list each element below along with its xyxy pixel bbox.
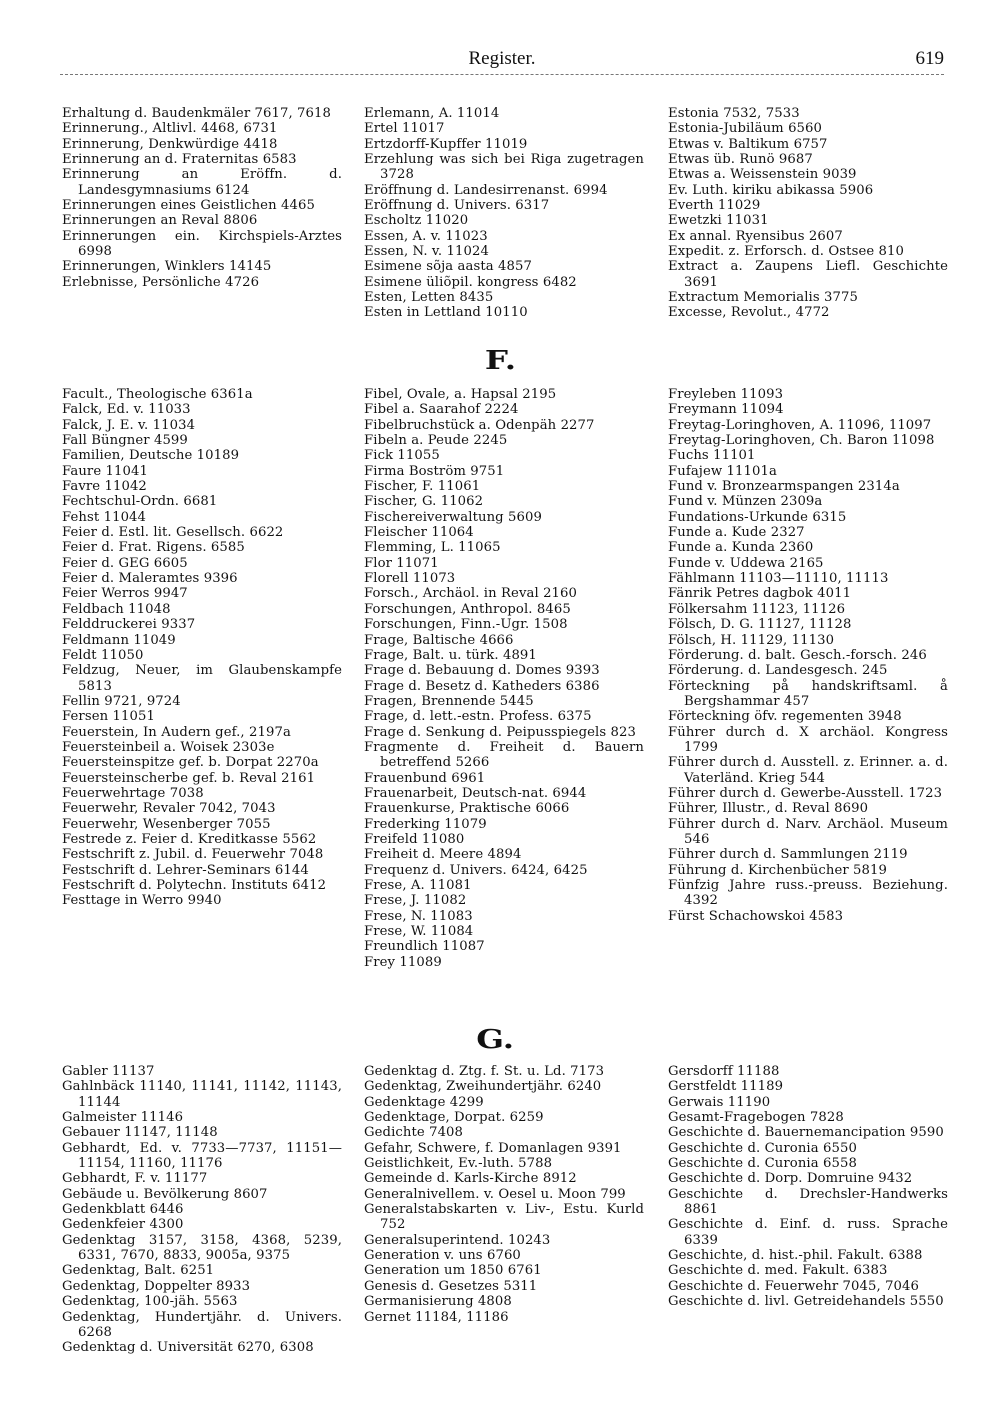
index-entry: Frese, N. 11083 <box>364 908 473 924</box>
index-entry: Esten in Lettland 10110 <box>364 305 528 321</box>
index-entry: Freundlich 11087 <box>364 939 485 955</box>
index-entry: Gefahr, Schwere, f. Domanlagen 9391 <box>364 1140 622 1156</box>
index-entry: Fuchs 11101 <box>668 448 756 464</box>
index-entry: Essen, N. v. 11024 <box>364 244 489 260</box>
index-entry: Frauenbund 6961 <box>364 770 486 786</box>
index-entry: Fellin 9721, 9724 <box>62 693 181 709</box>
index-entry: Ertzdorff-Kupffer 11019 <box>364 136 528 152</box>
index-entry: Fundations-Urkunde 6315 <box>668 509 847 525</box>
index-entry: Geschichte d. Curonia 6550 <box>668 1140 857 1156</box>
index-entry: Generation v. uns 6760 <box>364 1248 521 1264</box>
index-entry: Frese, W. 11084 <box>364 924 474 940</box>
index-entry: Faure 11041 <box>62 463 148 479</box>
index-entry: Esimene sõja aasta 4857 <box>364 259 532 275</box>
index-entry: Fibel a. Saarahof 2224 <box>364 402 519 418</box>
index-entry: Freytag-Loringhoven, A. 11096, 11097 <box>668 417 932 433</box>
index-entry: Fechtschul-Ordn. 6681 <box>62 494 218 510</box>
index-entry: Feuersteinscherbe gef. b. Reval 2161 <box>62 770 316 786</box>
index-entry: Frequenz d. Univers. 6424, 6425 <box>364 862 588 878</box>
index-entry: Expedit. z. Erforsch. d. Ostsee 810 <box>668 244 905 260</box>
running-title: Register. <box>468 48 536 69</box>
index-entry: Gedenktag d. Ztg. f. St. u. Ld. 7173 <box>364 1064 605 1079</box>
index-entry: Erinnerungen eines Geistlichen 4465 <box>62 198 315 214</box>
index-entry: Festtage in Werro 9940 <box>62 893 222 909</box>
index-entry: Erinnerungen, Winklers 14145 <box>62 259 272 275</box>
index-entry: Geschichte d. livl. Getreidehandels 5550 <box>668 1294 944 1310</box>
index-entry: Freyleben 11093 <box>668 387 784 402</box>
index-entry: Geistlichkeit, Ev.-luth. 5788 <box>364 1156 553 1172</box>
index-entry: Feuerwehr, Revaler 7042, 7043 <box>62 801 276 817</box>
index-entry: Gedenktage, Dorpat. 6259 <box>364 1110 544 1126</box>
index-entry: Gedenktag, 100-jäh. 5563 <box>62 1294 238 1310</box>
index-entry: Feldt 11050 <box>62 647 144 663</box>
index-entry: Fragen, Brennende 5445 <box>364 693 534 709</box>
index-entry: Gedenktag, Balt. 6251 <box>62 1263 215 1279</box>
index-column-g-3 <box>668 1064 948 1310</box>
page-number: 619 <box>915 48 944 69</box>
index-entry: Frage, Baltische 4666 <box>364 632 514 648</box>
index-entry: Frage d. Senkung d. Peipusspiegels 823 <box>364 724 636 740</box>
index-entry: Führer durch d. Ausstell. z. Erinner. a. d. Vaterländ. Krieg 544 <box>668 755 948 786</box>
index-entry: Falck, Ed. v. 11033 <box>62 402 191 418</box>
index-entry: Estonia-Jubiläum 6560 <box>668 121 823 137</box>
index-entry: Förteckning öfv. regementen 3948 <box>668 709 902 725</box>
index-entry: Feier d. Maleramtes 9396 <box>62 571 238 587</box>
index-entry: Extract a. Zaupens Liefl. Geschichte 3691 <box>668 259 948 290</box>
index-entry: Fölsch, D. G. 11127, 11128 <box>668 617 852 633</box>
section-letter-f: F. <box>484 346 517 376</box>
index-entry: Gernet 11184, 11186 <box>364 1309 509 1325</box>
index-entry: Fund v. Münzen 2309a <box>668 494 823 510</box>
index-entry: Geschichte d. Feuerwehr 7045, 7046 <box>668 1278 920 1294</box>
index-entry: Familien, Deutsche 10189 <box>62 448 240 464</box>
index-entry: Gebäude u. Bevölkerung 8607 <box>62 1186 268 1202</box>
index-entry: Feldzug, Neuer, im Glaubenskampfe 5813 <box>62 663 342 694</box>
index-entry: Förderung. d. balt. Gesch.-forsch. 246 <box>668 647 927 663</box>
index-entry: Förderung. d. Landesgesch. 245 <box>668 663 888 679</box>
index-entry: Gerwais 11190 <box>668 1094 771 1110</box>
index-entry: Favre 11042 <box>62 479 147 495</box>
index-entry: Erlebnisse, Persönliche 4726 <box>62 274 260 290</box>
index-entry: Erinnerung an d. Fraternitas 6583 <box>62 152 297 168</box>
index-entry: Gedichte 7408 <box>364 1125 464 1141</box>
index-entry: Frauenarbeit, Deutsch-nat. 6944 <box>364 785 587 801</box>
index-entry: Esimene üliõpil. kongress 6482 <box>364 274 577 290</box>
index-column-g-2 <box>364 1064 644 1325</box>
index-entry: Frage d. Bebauung d. Domes 9393 <box>364 663 600 679</box>
index-entry: Führer durch d. X archäol. Kongress 1799 <box>668 724 948 755</box>
index-entry: Erzehlung was sich bei Riga zugetragen 3728 <box>364 152 644 183</box>
index-entry: Gedenktag 3157, 3158, 4368, 5239, 6331, 7670, 8833, 9005a, 9375 <box>62 1232 342 1264</box>
index-entry: Gedenktag, Zweihundertjähr. 6240 <box>364 1079 602 1095</box>
index-entry: Escholtz 11020 <box>364 213 469 229</box>
index-entry: Fischereiverwaltung 5609 <box>364 509 542 525</box>
index-entry: Generalstabskarten v. Liv-, Estu. Kurld 752 <box>364 1202 644 1233</box>
index-entry: Feier d. GEG 6605 <box>62 555 188 571</box>
header-rule <box>60 74 944 75</box>
index-entry: Fibeln a. Peude 2245 <box>364 433 508 449</box>
index-entry: Etwas a. Weissenstein 9039 <box>668 167 857 183</box>
index-entry: Erlemann, A. 11014 <box>364 106 500 121</box>
index-entry: Fänrik Petres dagbok 4011 <box>668 586 852 602</box>
index-entry: Frauenkurse, Praktische 6066 <box>364 801 570 817</box>
index-entry: Förteckning på handskriftsaml. å Bergshammar 457 <box>668 678 948 709</box>
index-entry: Feldmann 11049 <box>62 632 176 648</box>
index-entry: Eröffnung d. Univers. 6317 <box>364 198 550 214</box>
index-entry: Erinnerungen an Reval 8806 <box>62 213 258 229</box>
index-entry: Führer durch d. Sammlungen 2119 <box>668 847 908 863</box>
index-entry: Fählmann 11103—11110, 11113 <box>668 571 889 587</box>
index-entry: Frederking 11079 <box>364 816 487 832</box>
index-entry: Führer durch d. Gewerbe-Ausstell. 1723 <box>668 785 943 801</box>
index-entry: Geschichte d. Curonia 6558 <box>668 1156 857 1172</box>
index-entry: Eröffnung d. Landesirrenanst. 6994 <box>364 182 608 198</box>
index-entry: Erinnerung an Eröffn. d. Landesgymnasiums 6124 <box>62 167 342 198</box>
index-entry: Freymann 11094 <box>668 402 784 418</box>
section-letter-g: G. <box>476 1025 515 1055</box>
index-entry: Gahlnbäck 11140, 11141, 11142, 11143, 11144 <box>62 1079 342 1110</box>
index-column-e-1 <box>62 106 342 290</box>
index-entry: Festschrift z. Jubil. d. Feuerwehr 7048 <box>62 847 324 863</box>
index-entry: Feuersteinspitze gef. b. Dorpat 2270a <box>62 755 319 771</box>
index-entry: Gabler 11137 <box>62 1064 155 1079</box>
index-entry: Freifeld 11080 <box>364 831 465 847</box>
index-entry: Festschrift d. Polytechn. Instituts 6412 <box>62 878 327 893</box>
index-entry: Flemming, L. 11065 <box>364 540 501 556</box>
index-entry: Festrede z. Feier d. Kreditkasse 5562 <box>62 831 317 847</box>
index-entry: Frage d. Besetz d. Katheders 6386 <box>364 678 600 694</box>
index-entry: Fibel, Ovale, a. Hapsal 2195 <box>364 387 557 402</box>
index-entry: Gedenktag, Doppelter 8933 <box>62 1278 251 1294</box>
index-entry: Fürst Schachowskoi 4583 <box>668 908 844 924</box>
index-entry: Fund v. Bronzearmspangen 2314a <box>668 479 900 495</box>
index-entry: Erinnerungen ein. Kirchspiels-Arztes 6998 <box>62 228 342 260</box>
index-entry: Fersen 11051 <box>62 709 155 725</box>
index-entry: Geschichte d. Bauernemancipation 9590 <box>668 1125 944 1141</box>
index-entry: Ex annal. Ryensibus 2607 <box>668 228 843 244</box>
index-entry: Frese, J. 11082 <box>364 893 467 909</box>
page-header <box>60 48 944 74</box>
index-entry: Generation um 1850 6761 <box>364 1263 542 1279</box>
index-entry: Florell 11073 <box>364 571 456 587</box>
index-entry: Fragmente d. Freiheit d. Bauern betreffend 5266 <box>364 739 644 771</box>
index-entry: Felddruckerei 9337 <box>62 617 196 633</box>
index-entry: Funde a. Kude 2327 <box>668 525 805 541</box>
index-entry: Germanisierung 4808 <box>364 1294 512 1310</box>
index-entry: Fufajew 11101a <box>668 463 777 479</box>
index-entry: Forschungen, Finn.-Ugr. 1508 <box>364 617 568 633</box>
index-column-e-3 <box>668 106 948 321</box>
index-entry: Gemeinde d. Karls-Kirche 8912 <box>364 1171 577 1187</box>
index-entry: Feuerwehrtage 7038 <box>62 785 204 801</box>
index-entry: Feuersteinbeil a. Woisek 2303e <box>62 739 275 755</box>
index-entry: Ev. Luth. kiriku abikassa 5906 <box>668 182 874 198</box>
index-entry: Gebhardt, F. v. 11177 <box>62 1171 208 1187</box>
index-entry: Facult., Theologische 6361a <box>62 387 253 402</box>
index-entry: Freytag-Loringhoven, Ch. Baron 11098 <box>668 433 935 449</box>
index-column-f-2 <box>364 387 644 970</box>
index-entry: Gebauer 11147, 11148 <box>62 1125 218 1141</box>
index-entry: Fischer, F. 11061 <box>364 479 481 495</box>
index-entry: Gerstfeldt 11189 <box>668 1079 784 1095</box>
index-entry: Generalsuperintend. 10243 <box>364 1232 551 1248</box>
index-entry: Genesis d. Gesetzes 5311 <box>364 1278 538 1294</box>
index-entry: Gedenktage 4299 <box>364 1094 484 1110</box>
index-entry: Etwas üb. Runö 9687 <box>668 152 813 168</box>
index-entry: Freiheit d. Meere 4894 <box>364 847 522 863</box>
index-entry: Feldbach 11048 <box>62 601 171 617</box>
index-entry: Festschrift d. Lehrer-Seminars 6144 <box>62 862 309 878</box>
index-entry: Falck, J. E. v. 11034 <box>62 417 196 433</box>
index-entry: Gersdorff 11188 <box>668 1064 780 1079</box>
index-entry: Geschichte d. Einf. d. russ. Sprache 6339 <box>668 1217 948 1248</box>
index-entry: Gebhardt, Ed. v. 7733—7737, 11151—11154, 11160, 11176 <box>62 1140 342 1172</box>
index-entry: Estonia 7532, 7533 <box>668 106 800 121</box>
index-entry: Fick 11055 <box>364 448 440 464</box>
index-entry: Essen, A. v. 11023 <box>364 228 488 244</box>
index-entry: Excesse, Revolut., 4772 <box>668 305 830 321</box>
index-column-f-3 <box>668 387 948 924</box>
index-entry: Gesamt-Fragebogen 7828 <box>668 1110 844 1126</box>
index-entry: Führung d. Kirchenbücher 5819 <box>668 862 888 878</box>
index-entry: Fehst 11044 <box>62 509 147 525</box>
index-entry: Forschungen, Anthropol. 8465 <box>364 601 571 617</box>
index-entry: Funde a. Kunda 2360 <box>668 540 814 556</box>
index-entry: Feuerwehr, Wesenberger 7055 <box>62 816 271 832</box>
index-entry: Frage, d. lett.-estn. Profess. 6375 <box>364 709 592 725</box>
index-entry: Geschichte, d. hist.-phil. Fakult. 6388 <box>668 1248 923 1264</box>
index-entry: Erinnerung., Altlivl. 4468, 6731 <box>62 121 278 137</box>
index-entry: Geschichte d. Drechsler-Handwerks 8861 <box>668 1186 948 1218</box>
index-entry: Erhaltung d. Baudenkmäler 7617, 7618 <box>62 106 332 121</box>
index-entry: Führer, Illustr., d. Reval 8690 <box>668 801 869 817</box>
index-entry: Firma Boström 9751 <box>364 463 505 479</box>
index-entry: Feuerstein, In Audern gef., 2197a <box>62 724 291 740</box>
index-entry: Ertel 11017 <box>364 121 445 137</box>
index-entry: Geschichte d. med. Fakult. 6383 <box>668 1263 888 1279</box>
index-column-g-1 <box>62 1064 342 1356</box>
index-entry: Feier Werros 9947 <box>62 586 188 602</box>
index-entry: Ewetzki 11031 <box>668 213 769 229</box>
index-entry: Frage, Balt. u. türk. 4891 <box>364 647 537 663</box>
index-entry: Everth 11029 <box>668 198 761 214</box>
index-entry: Fölsch, H. 11129, 11130 <box>668 632 835 648</box>
index-entry: Fall Büngner 4599 <box>62 433 188 449</box>
index-entry: Gedenkfeier 4300 <box>62 1217 184 1233</box>
index-entry: Esten, Letten 8435 <box>364 290 494 306</box>
index-entry: Fleischer 11064 <box>364 525 474 541</box>
index-entry: Fibelbruchstück a. Odenpäh 2277 <box>364 417 595 433</box>
index-entry: Feier d. Estl. lit. Gesellsch. 6622 <box>62 525 284 541</box>
index-entry: Gedenktag d. Universität 6270, 6308 <box>62 1340 314 1356</box>
index-entry: Frese, A. 11081 <box>364 878 472 893</box>
index-entry: Gedenkblatt 6446 <box>62 1202 184 1218</box>
index-entry: Galmeister 11146 <box>62 1110 184 1126</box>
index-entry: Flor 11071 <box>364 555 439 571</box>
index-entry: Führer durch d. Narv. Archäol. Museum 546 <box>668 816 948 847</box>
index-entry: Feier d. Frat. Rigens. 6585 <box>62 540 245 556</box>
index-entry: Fölkersahm 11123, 11126 <box>668 601 846 617</box>
index-entry: Generalnivellem. v. Oesel u. Moon 799 <box>364 1186 626 1202</box>
index-entry: Fischer, G. 11062 <box>364 494 484 510</box>
index-entry: Frey 11089 <box>364 954 442 970</box>
index-column-f-1 <box>62 387 342 909</box>
index-column-e-2 <box>364 106 644 321</box>
index-entry: Gedenktag, Hundertjähr. d. Univers. 6268 <box>62 1309 342 1340</box>
index-entry: Forsch., Archäol. in Reval 2160 <box>364 586 578 602</box>
index-entry: Erinnerung, Denkwürdige 4418 <box>62 136 278 152</box>
index-entry: Geschichte d. Dorp. Domruine 9432 <box>668 1171 913 1187</box>
index-entry: Etwas v. Baltikum 6757 <box>668 136 828 152</box>
index-entry: Extractum Memorialis 3775 <box>668 290 858 306</box>
index-entry: Funde v. Uddewa 2165 <box>668 555 824 571</box>
index-entry: Fünfzig Jahre russ.-preuss. Beziehung. 4392 <box>668 878 948 909</box>
